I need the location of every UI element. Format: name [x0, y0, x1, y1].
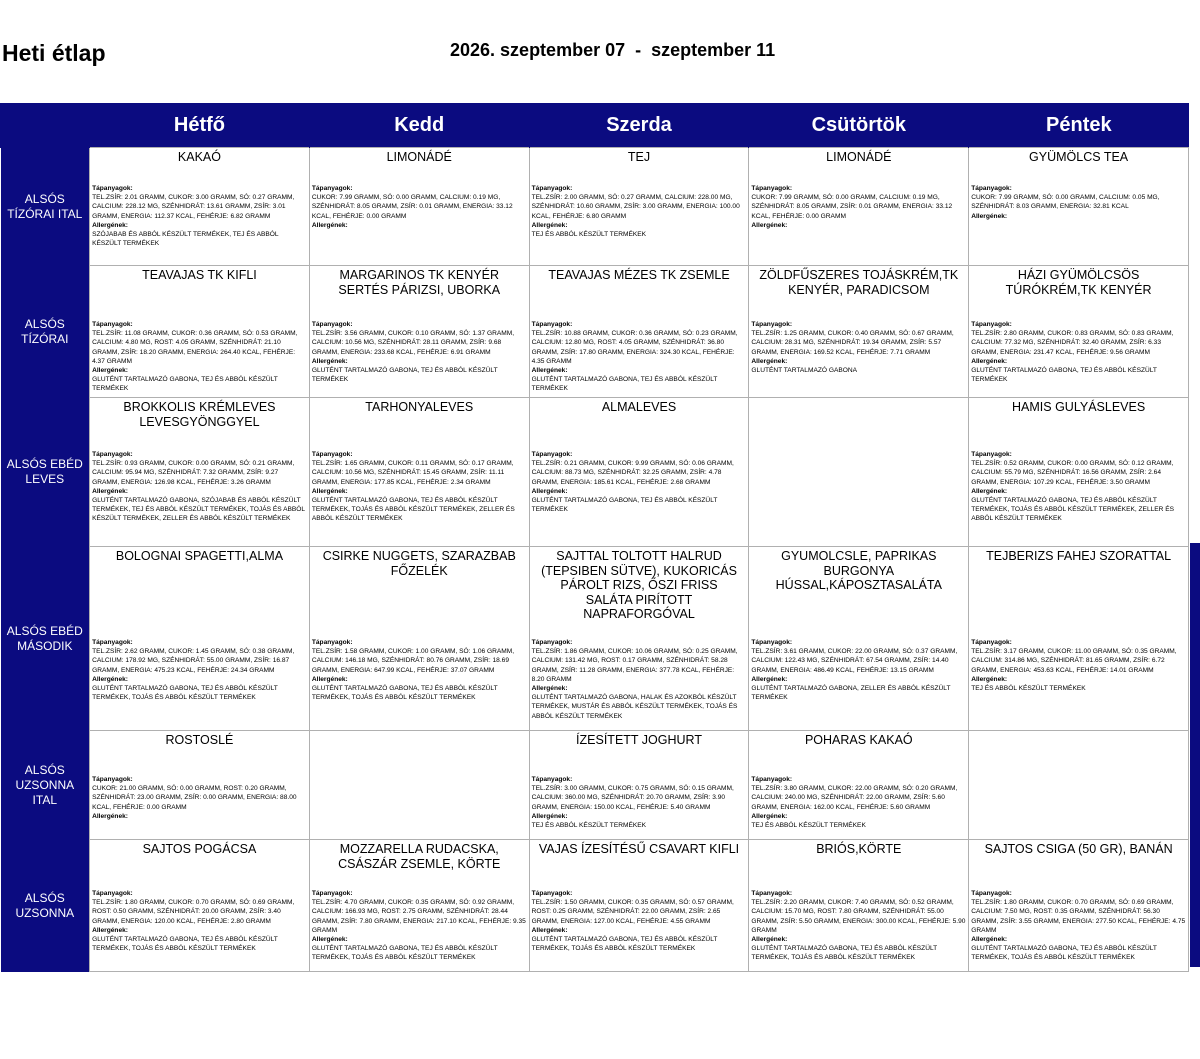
nutrients-label: Tápanyagok: — [92, 890, 133, 897]
allergens-text: GLUTÉNT TARTALMAZÓ GABONA, TEJ ÉS ABBÓL KÉSZÜLT TERMÉKEK, TOJÁS ÉS ABBÓL KÉSZÜLT TERMÉKEK, ZELLER ÉS ABBÓL KÉSZÜLT TERMÉKEK — [311, 497, 515, 523]
allergens-text: GLUTÉNT TARTALMAZÓ GABONA, HALAK ÉS AZOKBÓL KÉSZÜLT TERMÉKEK, MUSTÁR ÉS ABBÓL KÉSZÜLT TERMÉKEK, TOJÁS ÉS ABBÓL KÉSZÜLT TERMÉKEK — [531, 694, 738, 720]
menu-cell-tuesday — [309, 840, 529, 972]
allergens-text: GLUTÉNT TARTALMAZÓ GABONA, SZÓJABAB ÉS ABBÓL KÉSZÜLT TERMÉKEK, TEJ ÉS ABBÓL KÉSZÜLT TERMÉKEK, TOJÁS ÉS ABBÓL KÉSZÜLT TERMÉKEK, ZELLER ÉS ABBÓL KÉSZÜLT TERMÉKEK — [92, 497, 305, 523]
nutrition-info — [971, 320, 1186, 384]
dish-name: HAMIS GULYÁSLEVES — [1012, 400, 1146, 414]
right-edge-strip — [1190, 543, 1200, 967]
nutrients-label: Tápanyagok: — [531, 185, 573, 192]
date-range: 2026. szeptember 07 - szeptember 11 — [450, 40, 776, 60]
dish-name: CSIRKE NUGGETS, SZARAZBAB FŐZELÉK — [322, 549, 516, 578]
menu-cell-tuesday — [309, 148, 529, 266]
nutrients-label: Tápanyagok: — [971, 185, 1012, 192]
menu-cell-monday — [90, 547, 310, 731]
nutrients-label: Tápanyagok: — [531, 639, 573, 646]
meal-label: ALSÓS EBÉD LEVES — [1, 398, 90, 547]
nutrients-text: TEL.ZSÍR: 0.21 GRAMM, CUKOR: 9.99 GRAMM, SÓ: 0.06 GRAMM, CALCIUM: 88.73 MG, SZÉNHIDRÁT: 32.25 GRAMM, ZSÍR: 4.78 GRAMM, ENERGIA: 185.61 KCAL, FEHÉRJE: 2.68 GRAMM — [531, 460, 734, 486]
nutrition-info — [751, 775, 966, 830]
menu-table — [0, 103, 1189, 972]
nutrients-label: Tápanyagok: — [311, 185, 353, 192]
nutrients-text: TEL.ZSÍR: 3.80 GRAMM, CUKOR: 22.00 GRAMM, SÓ: 0.20 GRAMM, CALCIUM: 240.00 MG, SZÉNHIDRÁT: 22.00 GRAMM, ZSÍR: 5.60 GRAMM, ENERGIA: 162.00 KCAL, FEHÉRJE: 5.60 GRAMM — [751, 785, 958, 811]
nutrition-info — [312, 638, 527, 702]
nutrients-label: Tápanyagok: — [971, 639, 1012, 646]
dish-name: MARGARINOS TK KENYÉR SERTÉS PÁRIZSI, UBORKA — [338, 268, 501, 297]
dish-name: BRIÓS,KÖRTE — [816, 842, 902, 856]
menu-row — [1, 148, 1189, 266]
dish-name: ÍZESÍTETT JOGHURT — [576, 733, 702, 747]
page-title: Heti étlap — [2, 40, 106, 66]
nutrients-label: Tápanyagok: — [751, 890, 793, 897]
allergens-label: Allergének: — [971, 936, 1008, 944]
allergens-text: GLUTÉNT TARTALMAZÓ GABONA — [751, 367, 858, 375]
nutrition-info — [312, 450, 527, 524]
allergens-text: TEJ ÉS ABBÓL KÉSZÜLT TERMÉKEK — [971, 685, 1086, 693]
dish-name: BOLOGNAI SPAGETTI,ALMA — [115, 549, 284, 563]
nutrients-text: TEL.ZSÍR: 1.50 GRAMM, CUKOR: 0.35 GRAMM, SÓ: 0.57 GRAMM, ROST: 0.25 GRAMM, SZÉNHIDRÁT: 22.00 GRAMM, ZSÍR: 2.65 GRAMM, ENERGIA: 127.00 KCAL, FEHÉRJE: 4.55 GRAMM — [531, 899, 734, 925]
allergens-text: GLUTÉNT TARTALMAZÓ GABONA, TEJ ÉS ABBÓL KÉSZÜLT TERMÉKEK — [531, 497, 718, 514]
dish-name — [969, 731, 1188, 733]
meal-label: ALSÓS EBÉD MÁSODIK — [1, 547, 90, 731]
dish-name: GYÜMÖLCS TEA — [1029, 150, 1129, 164]
day-header-thursday: Csütörtök — [749, 103, 969, 148]
meal-label: ALSÓS UZSONNA — [1, 840, 90, 972]
menu-row — [1, 398, 1189, 547]
day-header-monday: Hétfő — [90, 103, 310, 148]
allergens-text: SZÓJABAB ÉS ABBÓL KÉSZÜLT TERMÉKEK, TEJ ÉS ABBÓL KÉSZÜLT TERMÉKEK — [92, 231, 279, 248]
nutrients-label: Tápanyagok: — [971, 890, 1012, 897]
allergens-label: Allergének: — [971, 675, 1008, 683]
allergens-label: Allergének: — [311, 675, 348, 683]
allergens-text: GLUTÉNT TARTALMAZÓ GABONA, TEJ ÉS ABBÓL KÉSZÜLT TERMÉKEK — [531, 376, 718, 393]
allergens-label: Allergének: — [531, 685, 568, 693]
dish-name: SAJTTAL TOLTOTT HALRUD (TEPSIBEN SÜTVE), KUKORICÁS PÁROLT RIZS, ŐSZI FRISS SALÁTA PIRÍTOTT NAPRAFORGÓVAL — [541, 549, 737, 621]
dish-name — [310, 731, 529, 733]
allergens-label: Allergének: — [751, 936, 788, 944]
nutrients-text: TEL.ZSÍR: 0.93 GRAMM, CUKOR: 0.00 GRAMM, SÓ: 0.21 GRAMM, CALCIUM: 95.94 MG, SZÉNHIDRÁT: 7.32 GRAMM, ZSÍR: 9.27 GRAMM, ENERGIA: 126.98 KCAL, FEHÉRJE: 3.26 GRAMM — [92, 460, 295, 486]
nutrients-label: Tápanyagok: — [531, 890, 573, 897]
menu-cell-thursday — [749, 547, 969, 731]
nutrients-label: Tápanyagok: — [92, 451, 133, 458]
nutrition-info — [532, 450, 747, 514]
menu-cell-monday — [90, 731, 310, 840]
nutrients-label: Tápanyagok: — [92, 321, 133, 328]
nutrients-label: Tápanyagok: — [751, 776, 793, 783]
nutrition-info — [971, 889, 1186, 963]
menu-cell-tuesday — [309, 266, 529, 398]
nutrients-text: CUKOR: 21.00 GRAMM, SÓ: 0.00 GRAMM, ROST: 0.20 GRAMM, SZÉNHIDRÁT: 23.00 GRAMM, ZSÍR: 0.00 GRAMM, ENERGIA: 88.00 KCAL, FEHÉRJE: 0.00 GRAMM — [92, 785, 297, 811]
dish-name: SAJTOS POGÁCSA — [142, 842, 257, 856]
allergens-label: Allergének: — [92, 221, 128, 229]
menu-row — [1, 731, 1189, 840]
nutrients-text: TEL.ZSÍR: 1.86 GRAMM, CUKOR: 10.06 GRAMM, SÓ: 0.25 GRAMM, CALCIUM: 131.42 MG, ROST: 0.17 GRAMM, SZÉNHIDRÁT: 58.28 GRAMM, ZSÍR: 11.28 GRAMM, ENERGIA: 377.78 KCAL, FEHÉRJE: 8.20 GRAMM — [531, 648, 738, 683]
nutrients-text: TEL.ZSÍR: 0.52 GRAMM, CUKOR: 0.00 GRAMM, SÓ: 0.12 GRAMM, CALCIUM: 55.79 MG, SZÉNHIDRÁT: 16.56 GRAMM, ZSÍR: 2.64 GRAMM, ENERGIA: 107.29 KCAL, FEHÉRJE: 3.50 GRAMM — [971, 460, 1174, 486]
nutrition-info — [92, 775, 307, 821]
menu-cell-friday — [969, 731, 1189, 840]
day-header-row — [1, 103, 1189, 148]
nutrients-text: TEL.ZSÍR: 1.80 GRAMM, CUKOR: 0.70 GRAMM, SÓ: 0.69 GRAMM, CALCIUM: 7.50 MG, ROST: 0.35 GRAMM, SZÉNHIDRÁT: 56.30 GRAMM, ZSÍR: 3.55 GRAMM, ENERGIA: 277.50 KCAL, FEHÉRJE: 4.75 GRAMM — [971, 899, 1186, 934]
dish-name — [749, 398, 968, 400]
nutrition-info — [92, 889, 307, 953]
menu-cell-tuesday — [309, 731, 529, 840]
allergens-label: Allergének: — [751, 675, 788, 683]
meal-label: ALSÓS UZSONNA ITAL — [1, 731, 90, 840]
nutrients-text: TEL.ZSÍR: 1.58 GRAMM, CUKOR: 1.00 GRAMM, SÓ: 1.06 GRAMM, CALCIUM: 146.18 MG, SZÉNHIDRÁT: 80.76 GRAMM, ZSÍR: 18.69 GRAMM, ENERGIA: 647.99 KCAL, FEHÉRJE: 37.07 GRAMM — [311, 648, 515, 674]
menu-cell-thursday — [749, 398, 969, 547]
nutrients-text: TEL.ZSÍR: 2.62 GRAMM, CUKOR: 1.45 GRAMM, SÓ: 0.38 GRAMM, CALCIUM: 178.92 MG, SZÉNHIDRÁT: 55.00 GRAMM, ZSÍR: 16.87 GRAMM, ENERGIA: 475.23 KCAL, FEHÉRJE: 24.34 GRAMM — [92, 648, 295, 674]
menu-cell-friday — [969, 840, 1189, 972]
allergens-label: Allergének: — [92, 487, 128, 495]
day-header-wednesday: Szerda — [529, 103, 749, 148]
nutrients-label: Tápanyagok: — [311, 451, 353, 458]
nutrients-label: Tápanyagok: — [531, 451, 573, 458]
allergens-label: Allergének: — [311, 357, 348, 365]
dish-name: POHARAS KAKAÓ — [804, 733, 913, 747]
nutrition-info — [751, 184, 966, 230]
nutrition-info — [971, 184, 1186, 221]
nutrients-label: Tápanyagok: — [751, 639, 793, 646]
dish-name: GYUMOLCSLE, PAPRIKAS BURGONYA HÚSSAL,KÁPOSZTASALÁTA — [775, 549, 942, 592]
nutrients-text: TEL.ZSÍR: 2.01 GRAMM, CUKOR: 3.00 GRAMM, SÓ: 0.27 GRAMM, CALCIUM: 228.12 MG, SZÉNHIDRÁT: 13.61 GRAMM, ZSÍR: 3.01 GRAMM, ENERGIA: 112.37 KCAL, FEHÉRJE: 6.82 GRAMM — [92, 194, 295, 220]
allergens-label: Allergének: — [531, 367, 568, 375]
nutrients-label: Tápanyagok: — [751, 185, 793, 192]
nutrients-text: TEL.ZSÍR: 11.08 GRAMM, CUKOR: 0.36 GRAMM, SÓ: 0.53 GRAMM, CALCIUM: 4.80 MG, ROST: 4.05 GRAMM, SZÉNHIDRÁT: 21.10 GRAMM, ZSÍR: 18.20 GRAMM, ENERGIA: 264.40 KCAL, FEHÉRJE: 4.37 GRAMM — [92, 330, 298, 365]
menu-cell-monday — [90, 148, 310, 266]
nutrition-info — [92, 320, 307, 394]
dish-name: SAJTOS CSIGA (50 GR), BANÁN — [984, 842, 1173, 856]
nutrients-label: Tápanyagok: — [531, 321, 573, 328]
nutrition-info — [971, 450, 1186, 524]
dish-name: ALMALEVES — [601, 400, 677, 414]
nutrition-info — [751, 889, 966, 963]
menu-cell-wednesday — [529, 148, 749, 266]
nutrients-text: TEL.ZSÍR: 3.56 GRAMM, CUKOR: 0.10 GRAMM, SÓ: 1.37 GRAMM, CALCIUM: 10.56 MG, SZÉNHIDRÁT: 28.11 GRAMM, ZSÍR: 9.68 GRAMM, ENERGIA: 233.68 KCAL, FEHÉRJE: 6.91 GRAMM — [311, 330, 515, 356]
menu-cell-monday — [90, 398, 310, 547]
day-header-friday: Péntek — [969, 103, 1189, 148]
menu-cell-monday — [90, 266, 310, 398]
allergens-text: GLUTÉNT TARTALMAZÓ GABONA, TEJ ÉS ABBÓL KÉSZÜLT TERMÉKEK, TOJÁS ÉS ABBÓL KÉSZÜLT TERMÉKEK — [531, 936, 718, 953]
dish-name: HÁZI GYÜMÖLCSÖS TÚRÓKRÉM,TK KENYÉR — [1005, 268, 1152, 297]
dish-name: ZÖLDFŰSZERES TOJÁSKRÉM,TK KENYÉR, PARADICSOM — [759, 268, 959, 297]
menu-cell-thursday — [749, 266, 969, 398]
nutrition-info — [971, 638, 1186, 693]
allergens-label: Allergének: — [971, 487, 1008, 495]
allergens-label: Allergének: — [311, 487, 348, 495]
menu-cell-tuesday — [309, 547, 529, 731]
dish-name: TEAVAJAS MÉZES TK ZSEMLE — [548, 268, 730, 282]
allergens-label: Allergének: — [971, 357, 1008, 365]
nutrition-info — [532, 638, 747, 721]
nutrients-label: Tápanyagok: — [971, 321, 1012, 328]
dish-name: TARHONYALEVES — [365, 400, 474, 414]
nutrients-text: TEL.ZSÍR: 2.00 GRAMM, SÓ: 0.27 GRAMM, CALCIUM: 228.00 MG, SZÉNHIDRÁT: 10.60 GRAMM, ZSÍR: 3.00 GRAMM, ENERGIA: 100.00 KCAL, FEHÉRJE: 6.80 GRAMM — [531, 194, 740, 220]
menu-cell-wednesday — [529, 398, 749, 547]
nutrition-info — [312, 889, 527, 963]
nutrition-info — [532, 889, 747, 953]
menu-body — [1, 148, 1189, 972]
menu-cell-friday — [969, 266, 1189, 398]
nutrients-label: Tápanyagok: — [92, 776, 133, 783]
nutrients-label: Tápanyagok: — [92, 185, 133, 192]
dish-name: VAJAS ÍZESÍTÉSŰ CSAVART KIFLI — [538, 842, 740, 856]
nutrition-info — [312, 320, 527, 384]
nutrients-text: TEL.ZSÍR: 3.61 GRAMM, CUKOR: 22.00 GRAMM, SÓ: 0.37 GRAMM, CALCIUM: 122.43 MG, SZÉNHIDRÁT: 67.54 GRAMM, ZSÍR: 14.40 GRAMM, ENERGIA: 486.49 KCAL, FEHÉRJE: 13.15 GRAMM — [751, 648, 958, 674]
header-corner — [1, 103, 90, 148]
allergens-label: Allergének: — [92, 367, 128, 375]
allergens-text: GLUTÉNT TARTALMAZÓ GABONA, TEJ ÉS ABBÓL KÉSZÜLT TERMÉKEK, TOJÁS ÉS ABBÓL KÉSZÜLT TERMÉKEK — [92, 685, 278, 702]
nutrients-label: Tápanyagok: — [751, 321, 793, 328]
nutrients-text: CUKOR: 7.99 GRAMM, SÓ: 0.00 GRAMM, CALCIUM: 0.19 MG, SZÉNHIDRÁT: 8.05 GRAMM, ZSÍR: 0.01 GRAMM, ENERGIA: 33.12 KCAL, FEHÉRJE: 0.00 GRAMM — [751, 194, 953, 220]
nutrients-text: CUKOR: 7.99 GRAMM, SÓ: 0.00 GRAMM, CALCIUM: 0.05 MG, SZÉNHIDRÁT: 8.03 GRAMM, ENERGIA: 32.81 KCAL — [971, 194, 1160, 211]
dish-name: KAKAÓ — [177, 150, 221, 164]
dish-name: TEJ — [627, 150, 651, 164]
nutrients-text: TEL.ZSÍR: 3.00 GRAMM, CUKOR: 0.75 GRAMM, SÓ: 0.15 GRAMM, CALCIUM: 360.00 MG, SZÉNHIDRÁT: 20.70 GRAMM, ZSÍR: 3.90 GRAMM, ENERGIA: 150.00 KCAL, FEHÉRJE: 5.40 GRAMM — [531, 785, 734, 811]
allergens-text: GLUTÉNT TARTALMAZÓ GABONA, TEJ ÉS ABBÓL KÉSZÜLT TERMÉKEK — [971, 367, 1157, 384]
nutrients-text: TEL.ZSÍR: 1.80 GRAMM, CUKOR: 0.70 GRAMM, SÓ: 0.69 GRAMM, ROST: 0.50 GRAMM, SZÉNHIDRÁT: 20.00 GRAMM, ZSÍR: 3.40 GRAMM, ENERGIA: 120.00 KCAL, FEHÉRJE: 2.80 GRAMM — [92, 899, 295, 925]
allergens-label: Allergének: — [751, 357, 788, 365]
nutrition-info — [92, 450, 307, 524]
nutrients-text: TEL.ZSÍR: 4.70 GRAMM, CUKOR: 0.35 GRAMM, SÓ: 0.92 GRAMM, CALCIUM: 166.93 MG, ROST: 2.75 GRAMM, SZÉNHIDRÁT: 28.44 GRAMM, ZSÍR: 7.80 GRAMM, ENERGIA: 217.10 KCAL, FEHÉRJE: 9.35 GRAMM — [311, 899, 526, 934]
nutrients-text: TEL.ZSÍR: 2.20 GRAMM, CUKOR: 7.40 GRAMM, SÓ: 0.52 GRAMM, CALCIUM: 15.70 MG, ROST: 7.80 GRAMM, SZÉNHIDRÁT: 55.00 GRAMM, ZSÍR: 5.50 GRAMM, ENERGIA: 300.00 KCAL, FEHÉRJE: 5.90 GRAMM — [751, 899, 966, 934]
nutrients-text: TEL.ZSÍR: 2.80 GRAMM, CUKOR: 0.83 GRAMM, SÓ: 0.83 GRAMM, CALCIUM: 77.32 MG, SZÉNHIDRÁT: 32.40 GRAMM, ZSÍR: 6.33 GRAMM, ENERGIA: 231.47 KCAL, FEHÉRJE: 9.56 GRAMM — [971, 330, 1174, 356]
nutrients-text: TEL.ZSÍR: 1.65 GRAMM, CUKOR: 0.11 GRAMM, SÓ: 0.17 GRAMM, CALCIUM: 10.56 MG, SZÉNHIDRÁT: 15.45 GRAMM, ZSÍR: 11.11 GRAMM, ENERGIA: 177.85 KCAL, FEHÉRJE: 2.34 GRAMM — [311, 460, 514, 486]
nutrients-text: CUKOR: 7.99 GRAMM, SÓ: 0.00 GRAMM, CALCIUM: 0.19 MG, SZÉNHIDRÁT: 8.05 GRAMM, ZSÍR: 0.01 GRAMM, ENERGIA: 33.12 KCAL, FEHÉRJE: 0.00 GRAMM — [311, 194, 513, 220]
menu-cell-thursday — [749, 840, 969, 972]
nutrients-label: Tápanyagok: — [531, 776, 573, 783]
nutrients-text: TEL.ZSÍR: 1.25 GRAMM, CUKOR: 0.40 GRAMM, SÓ: 0.67 GRAMM, CALCIUM: 28.31 MG, SZÉNHIDRÁT: 19.34 GRAMM, ZSÍR: 5.57 GRAMM, ENERGIA: 169.52 KCAL, FEHÉRJE: 7.71 GRAMM — [751, 330, 954, 356]
menu-cell-friday — [969, 148, 1189, 266]
allergens-text: GLUTÉNT TARTALMAZÓ GABONA, TEJ ÉS ABBÓL KÉSZÜLT TERMÉKEK, TOJÁS ÉS ABBÓL KÉSZÜLT TERMÉKEK — [751, 945, 938, 962]
menu-cell-wednesday — [529, 266, 749, 398]
allergens-text: GLUTÉNT TARTALMAZÓ GABONA, ZELLER ÉS ABBÓL KÉSZÜLT TERMÉKEK — [751, 685, 951, 702]
allergens-label: Allergének: — [531, 487, 568, 495]
menu-row — [1, 840, 1189, 972]
menu-cell-friday — [969, 398, 1189, 547]
nutrients-text: TEL.ZSÍR: 10.88 GRAMM, CUKOR: 0.36 GRAMM, SÓ: 0.23 GRAMM, CALCIUM: 12.80 MG, ROST: 4.05 GRAMM, SZÉNHIDRÁT: 36.80 GRAMM, ZSÍR: 17.80 GRAMM, ENERGIA: 324.30 KCAL, FEHÉRJE: 4.35 GRAMM — [531, 330, 738, 365]
allergens-label: Allergének: — [531, 926, 568, 934]
menu-row — [1, 266, 1189, 398]
allergens-text: GLUTÉNT TARTALMAZÓ GABONA, TEJ ÉS ABBÓL KÉSZÜLT TERMÉKEK — [92, 376, 278, 393]
allergens-label: Allergének: — [531, 812, 568, 820]
nutrition-info — [312, 184, 527, 230]
allergens-label: Allergének: — [311, 936, 348, 944]
nutrition-info — [751, 320, 966, 375]
menu-row — [1, 547, 1189, 731]
dish-name: LIMONÁDÉ — [826, 150, 892, 164]
dish-name: TEJBERIZS FAHEJ SZORATTAL — [986, 549, 1172, 563]
dish-name: BROKKOLIS KRÉMLEVES LEVESGYÖNGGYEL — [123, 400, 276, 429]
nutrition-info — [92, 184, 307, 248]
nutrition-info — [92, 638, 307, 702]
nutrition-info — [532, 320, 747, 394]
menu-cell-friday — [969, 547, 1189, 731]
allergens-label: Allergének: — [92, 812, 128, 820]
nutrients-label: Tápanyagok: — [971, 451, 1012, 458]
dish-name: ROSTOSLÉ — [165, 733, 234, 747]
allergens-label: Allergének: — [531, 221, 568, 229]
dish-name: MOZZARELLA RUDACSKA, CSÁSZÁR ZSEMLE, KÖRTE — [338, 842, 501, 871]
nutrients-label: Tápanyagok: — [311, 639, 353, 646]
allergens-label: Allergének: — [971, 212, 1008, 220]
meal-label: ALSÓS TÍZÓRAI — [1, 266, 90, 398]
allergens-label: Allergének: — [92, 926, 128, 934]
nutrients-label: Tápanyagok: — [311, 890, 353, 897]
menu-cell-thursday — [749, 148, 969, 266]
dish-name: TEAVAJAS TK KIFLI — [142, 268, 257, 282]
allergens-label: Allergének: — [92, 675, 128, 683]
menu-cell-wednesday — [529, 840, 749, 972]
menu-cell-thursday — [749, 731, 969, 840]
allergens-text: TEJ ÉS ABBÓL KÉSZÜLT TERMÉKEK — [531, 822, 647, 830]
nutrients-label: Tápanyagok: — [92, 639, 133, 646]
menu-cell-tuesday — [309, 398, 529, 547]
allergens-text: GLUTÉNT TARTALMAZÓ GABONA, TEJ ÉS ABBÓL KÉSZÜLT TERMÉKEK, TOJÁS ÉS ABBÓL KÉSZÜLT TERMÉKEK — [971, 945, 1157, 962]
menu-cell-wednesday — [529, 547, 749, 731]
allergens-text: GLUTÉNT TARTALMAZÓ GABONA, TEJ ÉS ABBÓL KÉSZÜLT TERMÉKEK, TOJÁS ÉS ABBÓL KÉSZÜLT TERMÉKEK — [92, 936, 278, 953]
nutrition-info — [751, 638, 966, 702]
allergens-text: GLUTÉNT TARTALMAZÓ GABONA, TEJ ÉS ABBÓL KÉSZÜLT TERMÉKEK, TOJÁS ÉS ABBÓL KÉSZÜLT TERMÉKEK, ZELLER ÉS ABBÓL KÉSZÜLT TERMÉKEK — [971, 497, 1175, 523]
nutrition-info — [532, 775, 747, 830]
meal-label: ALSÓS TÍZÓRAI ITAL — [1, 148, 90, 266]
allergens-text: TEJ ÉS ABBÓL KÉSZÜLT TERMÉKEK — [751, 822, 866, 830]
menu-cell-monday — [90, 840, 310, 972]
menu-cell-wednesday — [529, 731, 749, 840]
allergens-text: GLUTÉNT TARTALMAZÓ GABONA, TEJ ÉS ABBÓL KÉSZÜLT TERMÉKEK, TOJÁS ÉS ABBÓL KÉSZÜLT TERMÉKEK — [311, 945, 498, 962]
allergens-label: Allergének: — [751, 812, 788, 820]
dish-name: LIMONÁDÉ — [386, 150, 452, 164]
nutrients-text: TEL.ZSÍR: 3.17 GRAMM, CUKOR: 11.00 GRAMM, SÓ: 0.35 GRAMM, CALCIUM: 314.86 MG, SZÉNHIDRÁT: 81.65 GRAMM, ZSÍR: 6.72 GRAMM, ENERGIA: 453.63 KCAL, FEHÉRJE: 14.01 GRAMM — [971, 648, 1177, 674]
nutrition-info — [532, 184, 747, 239]
allergens-text: GLUTÉNT TARTALMAZÓ GABONA, TEJ ÉS ABBÓL KÉSZÜLT TERMÉKEK, TOJÁS ÉS ABBÓL KÉSZÜLT TERMÉKEK — [311, 685, 498, 702]
allergens-text: GLUTÉNT TARTALMAZÓ GABONA, TEJ ÉS ABBÓL KÉSZÜLT TERMÉKEK — [311, 367, 498, 384]
day-header-tuesday: Kedd — [309, 103, 529, 148]
nutrients-label: Tápanyagok: — [311, 321, 353, 328]
allergens-label: Allergének: — [751, 221, 788, 229]
allergens-label: Allergének: — [311, 221, 348, 229]
allergens-text: TEJ ÉS ABBÓL KÉSZÜLT TERMÉKEK — [531, 231, 647, 239]
